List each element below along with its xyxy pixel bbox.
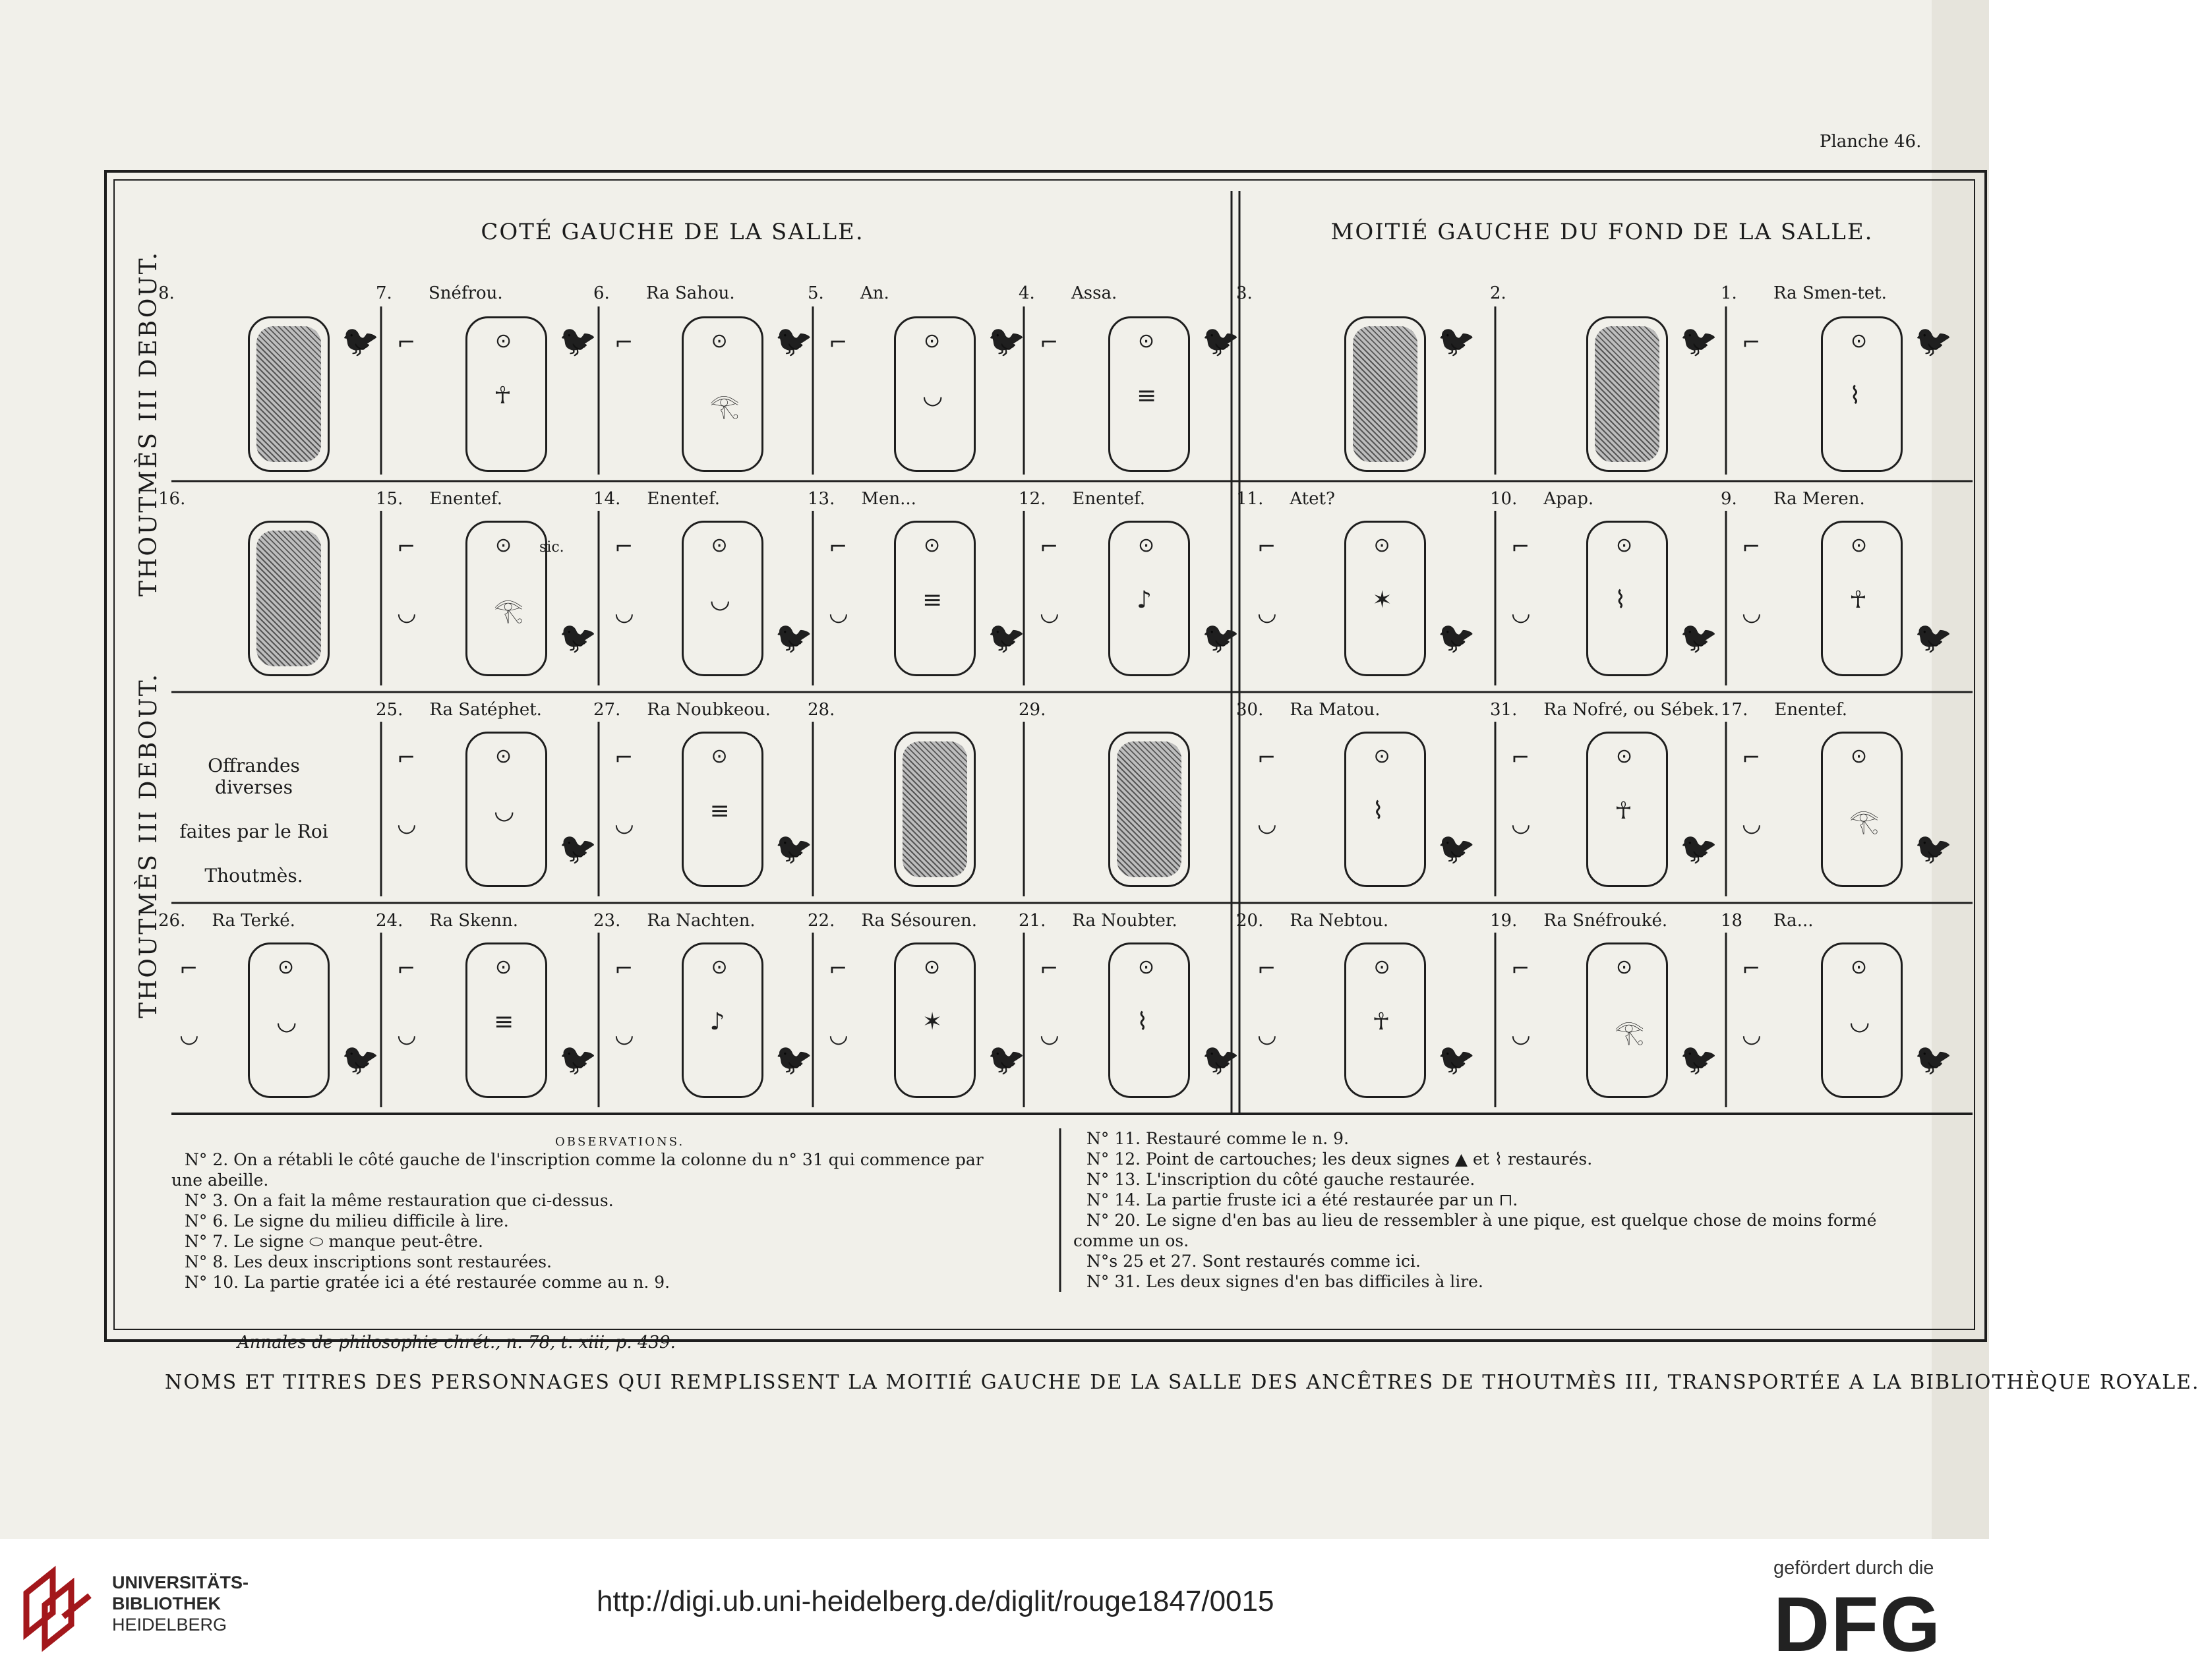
cell-label bbox=[1721, 911, 1813, 931]
cell-number: 19. bbox=[1490, 911, 1518, 931]
hieroglyph-icon: ⌐ bbox=[614, 745, 634, 771]
sun-disc-icon: ⊙ bbox=[1851, 745, 1868, 768]
cartouche-interior bbox=[1117, 741, 1181, 877]
ub-line-2: BIBLIOTHEK bbox=[112, 1594, 221, 1613]
cell-label bbox=[158, 489, 212, 509]
hieroglyph-icon: 𓂀 bbox=[1849, 808, 1879, 835]
cell-name: Ra Snéfrouké. bbox=[1543, 911, 1668, 931]
cell-number: 29. bbox=[1019, 700, 1046, 720]
cell-name: Ra Terké. bbox=[212, 911, 295, 931]
basket-icon: ◡ bbox=[1511, 600, 1531, 626]
cell-label bbox=[1490, 283, 1543, 303]
cell-name: Ra Noubkeou. bbox=[647, 700, 771, 720]
bird-icon: 🐦 bbox=[988, 620, 1026, 655]
cell-name: Ra Smen-tet. bbox=[1773, 283, 1887, 303]
cell-name: Apap. bbox=[1543, 489, 1594, 509]
hieroglyph-icon: ✶ bbox=[1372, 587, 1392, 614]
cell-label bbox=[158, 911, 295, 931]
cell-name: Ra... bbox=[1773, 911, 1814, 931]
hieroglyph-icon: ⌐ bbox=[614, 956, 634, 982]
cell-name: Enentef. bbox=[429, 489, 503, 509]
cell-name: Ra Sésouren. bbox=[861, 911, 978, 931]
sun-disc-icon: ⊙ bbox=[1373, 956, 1390, 979]
plate-title: NOMS ET TITRES DES PERSONNAGES QUI REMPLISSENT LA MOITIÉ GAUCHE DE LA SALLE DES ANCÊTRES DE THOUTMÈS III, TRANSPORTÉE A LA BIBLIOTHÈQUE ROYALE. bbox=[165, 1371, 2200, 1394]
hieroglyph-icon: ⌐ bbox=[1257, 956, 1276, 982]
cell-number: 7. bbox=[376, 283, 392, 303]
hieroglyph-icon: ⌇ bbox=[1372, 797, 1384, 825]
bird-icon: 🐦 bbox=[775, 830, 813, 866]
hieroglyph-icon: ◡ bbox=[1849, 1008, 1870, 1035]
basket-icon: ◡ bbox=[1257, 811, 1277, 837]
cell-name: Enentef. bbox=[647, 489, 721, 509]
hieroglyph-icon: ⌐ bbox=[179, 956, 198, 982]
obs-right-7: N°s 25 et 27. Sont restaurés comme ici. bbox=[1086, 1252, 1421, 1271]
ub-line-1: UNIVERSITÄTS- bbox=[112, 1573, 249, 1592]
cell-label bbox=[376, 911, 518, 931]
cell-name: An. bbox=[860, 283, 889, 303]
cell-label bbox=[808, 283, 889, 303]
bird-icon: 🐦 bbox=[559, 620, 597, 655]
hieroglyph-icon: ⌐ bbox=[1257, 534, 1276, 560]
cartouche-icon bbox=[1108, 732, 1190, 887]
cell-number: 2. bbox=[1490, 283, 1506, 303]
cartouche-interior bbox=[1353, 326, 1417, 462]
cell-label bbox=[1721, 283, 1887, 303]
sun-disc-icon: ⊙ bbox=[1138, 956, 1155, 979]
cell-label bbox=[158, 283, 211, 303]
hieroglyph-icon: ☥ bbox=[494, 382, 512, 409]
cartouche-icon bbox=[894, 732, 976, 887]
cartouche-icon bbox=[1586, 316, 1668, 472]
obs-left-6: N° 8. Les deux inscriptions sont restaurées. bbox=[185, 1252, 552, 1271]
cell-number: 5. bbox=[808, 283, 824, 303]
sun-disc-icon: ⊙ bbox=[924, 956, 941, 979]
cell-label bbox=[593, 700, 771, 720]
cartouche-icon bbox=[248, 521, 330, 676]
bird-icon: 🐦 bbox=[1437, 620, 1475, 655]
basket-icon: ◡ bbox=[397, 1022, 417, 1048]
hieroglyph-icon: ⌐ bbox=[829, 330, 848, 356]
hieroglyph-icon: ◡ bbox=[922, 382, 943, 409]
observations-title: OBSERVATIONS. bbox=[555, 1135, 685, 1149]
basket-icon: ◡ bbox=[614, 811, 634, 837]
basket-icon: ◡ bbox=[1040, 600, 1059, 626]
obs-right-5: N° 20. Le signe d'en bas au lieu de ressembler à une pique, est quelque chose de moins formé bbox=[1086, 1211, 1877, 1230]
cell-label bbox=[1721, 489, 1865, 509]
obs-left-7: N° 10. La partie gratée ici a été restaurée comme au n. 9. bbox=[185, 1273, 670, 1292]
cartouche-interior bbox=[256, 326, 321, 462]
sun-disc-icon: ⊙ bbox=[1138, 534, 1155, 557]
hieroglyph-icon: ⌇ bbox=[1849, 382, 1861, 409]
obs-right-4: N° 14. La partie fruste ici a été restaurée par un ⊓. bbox=[1086, 1190, 1518, 1209]
bird-icon: 🐦 bbox=[1680, 620, 1718, 655]
basket-icon: ◡ bbox=[179, 1022, 199, 1048]
sun-disc-icon: ⊙ bbox=[1616, 534, 1633, 557]
hieroglyph-icon: ⌐ bbox=[397, 330, 416, 356]
bird-icon: 🐦 bbox=[775, 323, 813, 359]
cell-label bbox=[1721, 700, 1847, 720]
hieroglyph-icon: ☥ bbox=[1849, 587, 1867, 614]
bird-icon: 🐦 bbox=[342, 323, 380, 359]
bird-icon: 🐦 bbox=[342, 1041, 380, 1077]
basket-icon: ◡ bbox=[1742, 600, 1762, 626]
bird-icon: 🐦 bbox=[559, 830, 597, 866]
sun-disc-icon: ⊙ bbox=[1373, 745, 1390, 768]
sun-disc-icon: ⊙ bbox=[711, 956, 728, 979]
hieroglyph-icon: ⌐ bbox=[397, 534, 416, 560]
cell-name: Men... bbox=[861, 489, 916, 509]
hieroglyph-icon: ⌐ bbox=[1040, 534, 1059, 560]
sun-disc-icon: ⊙ bbox=[924, 330, 941, 353]
cell-label bbox=[593, 911, 756, 931]
right-section-title: MOITIÉ GAUCHE DU FOND DE LA SALLE. bbox=[1330, 219, 1874, 245]
hieroglyph-icon: ≡ bbox=[709, 797, 730, 825]
sun-disc-icon: ⊙ bbox=[495, 745, 512, 768]
plate-number: Planche 46. bbox=[1820, 132, 1922, 152]
bird-icon: 🐦 bbox=[1915, 620, 1953, 655]
bird-icon: 🐦 bbox=[988, 1041, 1026, 1077]
cell-label bbox=[1019, 700, 1072, 720]
cell-number: 18 bbox=[1721, 911, 1743, 931]
cell-name: Ra Nofré, ou Sébek. bbox=[1543, 700, 1719, 720]
hieroglyph-icon: 𓂀 bbox=[1615, 1019, 1644, 1046]
hieroglyph-icon: ◡ bbox=[494, 797, 515, 825]
basket-icon: ◡ bbox=[1742, 811, 1762, 837]
basket-icon: ◡ bbox=[1257, 600, 1277, 626]
hieroglyph-icon: ⌐ bbox=[1257, 745, 1276, 771]
sun-disc-icon: ⊙ bbox=[711, 534, 728, 557]
side-label-lower: THOUTMÈS III DEBOUT. bbox=[135, 672, 162, 1018]
hieroglyph-icon: 𓂀 bbox=[494, 597, 523, 624]
cell-number: 8. bbox=[158, 283, 175, 303]
cell-name: Snéfrou. bbox=[429, 283, 503, 303]
cartouche-interior bbox=[1595, 326, 1659, 462]
basket-icon: ◡ bbox=[829, 1022, 848, 1048]
cell-label bbox=[376, 283, 503, 303]
hieroglyph-icon: ⌐ bbox=[397, 956, 416, 982]
hieroglyph-icon: ☥ bbox=[1615, 797, 1632, 825]
cell-label bbox=[808, 489, 916, 509]
cell-name: Ra Satéphet. bbox=[429, 700, 542, 720]
cell-number: 24. bbox=[376, 911, 403, 931]
cell-number: 3. bbox=[1236, 283, 1253, 303]
cell-number: 12. bbox=[1019, 489, 1046, 509]
cell-name: Ra Nachten. bbox=[647, 911, 756, 931]
basket-icon: ◡ bbox=[1511, 1022, 1531, 1048]
cell-name: Ra Meren. bbox=[1773, 489, 1865, 509]
sun-disc-icon: ⊙ bbox=[1616, 745, 1633, 768]
hieroglyph-icon: ◡ bbox=[276, 1008, 297, 1035]
basket-icon: ◡ bbox=[397, 811, 417, 837]
cell-number: 11. bbox=[1236, 489, 1264, 509]
bird-icon: 🐦 bbox=[1437, 1041, 1475, 1077]
ub-heidelberg-logo-icon bbox=[21, 1567, 98, 1652]
basket-icon: ◡ bbox=[829, 600, 848, 626]
hieroglyph-icon: ⌐ bbox=[1742, 745, 1761, 771]
bird-icon: 🐦 bbox=[559, 1041, 597, 1077]
obs-left-4: N° 6. Le signe du milieu difficile à lire. bbox=[185, 1211, 509, 1231]
hieroglyph-icon: ≡ bbox=[494, 1008, 514, 1035]
bird-icon: 🐦 bbox=[1680, 1041, 1718, 1077]
sun-disc-icon: ⊙ bbox=[1138, 330, 1155, 353]
cell-label bbox=[1236, 489, 1335, 509]
bird-icon: 🐦 bbox=[559, 323, 597, 359]
obs-right-3: N° 13. L'inscription du côté gauche restaurée. bbox=[1086, 1170, 1475, 1189]
hieroglyph-icon: ⌐ bbox=[1742, 534, 1761, 560]
cell-name: Enentef. bbox=[1774, 700, 1848, 720]
cell-number: 22. bbox=[808, 911, 835, 931]
offrandes-text bbox=[175, 755, 333, 886]
bird-icon: 🐦 bbox=[1202, 620, 1240, 655]
hieroglyph-icon: ⌇ bbox=[1615, 587, 1626, 614]
cell-number: 1. bbox=[1721, 283, 1737, 303]
obs-left-2: une abeille. bbox=[171, 1171, 269, 1190]
obs-right-6: comme un os. bbox=[1073, 1231, 1189, 1250]
basket-icon: ◡ bbox=[1511, 811, 1531, 837]
cell-number: 28. bbox=[808, 700, 835, 720]
bird-icon: 🐦 bbox=[1915, 323, 1953, 359]
hieroglyph-icon: ⌐ bbox=[1742, 330, 1761, 356]
obs-left-3: N° 3. On a fait la même restauration que ci-dessus. bbox=[185, 1191, 614, 1210]
obs-right-2: N° 12. Point de cartouches; les deux signes ▲ et ⌇ restaurés. bbox=[1086, 1149, 1593, 1169]
observations-right bbox=[1073, 1128, 1877, 1292]
ub-heidelberg-name[interactable] bbox=[112, 1572, 249, 1635]
bird-icon: 🐦 bbox=[1915, 1041, 1953, 1077]
sun-disc-icon: ⊙ bbox=[1851, 956, 1868, 979]
bird-icon: 🐦 bbox=[988, 323, 1026, 359]
bird-icon: 🐦 bbox=[1437, 830, 1475, 866]
obs-left-5: N° 7. Le signe ⬭ manque peut-être. bbox=[185, 1232, 483, 1251]
left-section-title: COTÉ GAUCHE DE LA SALLE. bbox=[481, 219, 864, 245]
hieroglyph-icon: ⌐ bbox=[614, 534, 634, 560]
cell-label bbox=[593, 489, 720, 509]
cell-name: Ra Nebtou. bbox=[1290, 911, 1389, 931]
basket-icon: ◡ bbox=[614, 600, 634, 626]
cell-label bbox=[1019, 283, 1117, 303]
permalink-url[interactable]: http://digi.ub.uni-heidelberg.de/diglit/rouge1847/0015 bbox=[597, 1585, 1274, 1617]
ub-line-3: HEIDELBERG bbox=[112, 1615, 227, 1635]
cell-number: 23. bbox=[593, 911, 621, 931]
cell-number: 16. bbox=[158, 489, 186, 509]
bird-icon: 🐦 bbox=[1680, 323, 1718, 359]
source-caption: Annales de philosophie chrét., n. 78, t. xiii, p. 439. bbox=[237, 1333, 676, 1352]
bird-icon: 🐦 bbox=[1202, 1041, 1240, 1077]
funded-by-text: gefördert durch die bbox=[1773, 1557, 1934, 1579]
bird-icon: 🐦 bbox=[775, 620, 813, 655]
bird-icon: 🐦 bbox=[1915, 830, 1953, 866]
sun-disc-icon: ⊙ bbox=[495, 956, 512, 979]
hieroglyph-icon: ◡ bbox=[709, 587, 730, 614]
offrandes-line-2: faites par le Roi bbox=[179, 821, 328, 842]
sun-disc-icon: ⊙ bbox=[711, 330, 728, 353]
cell-name: Atet? bbox=[1290, 489, 1335, 509]
cell-number: 21. bbox=[1019, 911, 1046, 931]
observations-left bbox=[171, 1149, 984, 1292]
hieroglyph-icon: ♪ bbox=[709, 1008, 725, 1035]
cell-number: 13. bbox=[808, 489, 835, 509]
hieroglyph-icon: ☥ bbox=[1372, 1008, 1390, 1035]
cell-label bbox=[1236, 283, 1289, 303]
basket-icon: ◡ bbox=[397, 600, 417, 626]
cell-name: Ra Matou. bbox=[1290, 700, 1381, 720]
cartouche-icon bbox=[1344, 316, 1426, 472]
hieroglyph-icon: ✶ bbox=[922, 1008, 943, 1035]
hieroglyph-icon: ⌐ bbox=[1511, 534, 1530, 560]
hieroglyph-icon: ≡ bbox=[922, 587, 943, 614]
cell-number: 31. bbox=[1490, 700, 1518, 720]
cartouche-interior bbox=[903, 741, 967, 877]
basket-icon: ◡ bbox=[1257, 1022, 1277, 1048]
obs-left-1: N° 2. On a rétabli le côté gauche de l'inscription comme la colonne du n° 31 qui commence par bbox=[185, 1150, 984, 1169]
hieroglyph-icon: ⌐ bbox=[1742, 956, 1761, 982]
hieroglyph-icon: ⌐ bbox=[397, 745, 416, 771]
hieroglyph-icon: ⌐ bbox=[829, 956, 848, 982]
cell-label bbox=[808, 911, 977, 931]
cell-label bbox=[1019, 489, 1145, 509]
bird-icon: 🐦 bbox=[1437, 323, 1475, 359]
hieroglyph-icon: 𓂀 bbox=[709, 393, 740, 420]
obs-right-1: N° 11. Restauré comme le n. 9. bbox=[1086, 1129, 1350, 1148]
cell-name: Ra Skenn. bbox=[429, 911, 519, 931]
cell-label bbox=[1236, 700, 1381, 720]
cell-label bbox=[1236, 911, 1388, 931]
side-label-upper: THOUTMÈS III DEBOUT. bbox=[135, 250, 162, 596]
offrandes-line-1: Offrandes diverses bbox=[208, 755, 300, 798]
dfg-logo[interactable]: DFG bbox=[1773, 1581, 1942, 1668]
cell-label bbox=[376, 700, 542, 720]
hieroglyph-icon: ⌇ bbox=[1137, 1008, 1148, 1035]
sun-disc-icon: ⊙ bbox=[1851, 330, 1868, 353]
sun-disc-icon: ⊙ bbox=[278, 956, 295, 979]
cell-number: 10. bbox=[1490, 489, 1518, 509]
cartouche-icon bbox=[248, 316, 330, 472]
cell-name: Assa. bbox=[1071, 283, 1117, 303]
cell-number: 4. bbox=[1019, 283, 1035, 303]
cell-number: 25. bbox=[376, 700, 403, 720]
hieroglyph-icon: ♪ bbox=[1137, 587, 1152, 614]
basket-icon: ◡ bbox=[1040, 1022, 1059, 1048]
cell-number: 26. bbox=[158, 911, 186, 931]
basket-icon: ◡ bbox=[1742, 1022, 1762, 1048]
cell-number: 6. bbox=[593, 283, 610, 303]
cell-number: 9. bbox=[1721, 489, 1737, 509]
sic-note: sic. bbox=[539, 539, 564, 556]
sun-disc-icon: ⊙ bbox=[1373, 534, 1390, 557]
bird-icon: 🐦 bbox=[1202, 323, 1240, 359]
bird-icon: 🐦 bbox=[1680, 830, 1718, 866]
cell-name: Ra Sahou. bbox=[646, 283, 735, 303]
cell-number: 27. bbox=[593, 700, 621, 720]
cell-number: 15. bbox=[376, 489, 403, 509]
sun-disc-icon: ⊙ bbox=[1616, 956, 1633, 979]
cartouche-interior bbox=[256, 531, 321, 666]
sun-disc-icon: ⊙ bbox=[924, 534, 941, 557]
sun-disc-icon: ⊙ bbox=[495, 534, 512, 557]
cell-name: Enentef. bbox=[1072, 489, 1146, 509]
basket-icon: ◡ bbox=[614, 1022, 634, 1048]
cell-number: 14. bbox=[593, 489, 621, 509]
hieroglyph-icon: ⌐ bbox=[1040, 330, 1059, 356]
hieroglyph-icon: ≡ bbox=[1137, 382, 1157, 409]
cell-number: 20. bbox=[1236, 911, 1264, 931]
sun-disc-icon: ⊙ bbox=[711, 745, 728, 768]
cell-label bbox=[1490, 700, 1719, 720]
cell-label bbox=[1490, 489, 1593, 509]
footer-bar bbox=[0, 1539, 1989, 1680]
hieroglyph-icon: ⌐ bbox=[1040, 956, 1059, 982]
cell-label bbox=[1490, 911, 1667, 931]
hieroglyph-icon: ⌐ bbox=[1511, 956, 1530, 982]
offrandes-line-3: Thoutmès. bbox=[204, 865, 303, 886]
hieroglyph-icon: ⌐ bbox=[829, 534, 848, 560]
bird-icon: 🐦 bbox=[775, 1041, 813, 1077]
hieroglyph-icon: ⌐ bbox=[1511, 745, 1530, 771]
sun-disc-icon: ⊙ bbox=[495, 330, 512, 353]
obs-right-8: N° 31. Les deux signes d'en bas difficiles à lire. bbox=[1086, 1272, 1483, 1291]
cell-name: Ra Noubter. bbox=[1072, 911, 1177, 931]
cell-number: 17. bbox=[1721, 700, 1748, 720]
cell-label bbox=[376, 489, 502, 509]
sun-disc-icon: ⊙ bbox=[1851, 534, 1868, 557]
cell-number: 30. bbox=[1236, 700, 1264, 720]
hieroglyph-icon: ⌐ bbox=[614, 330, 634, 356]
cell-label bbox=[808, 700, 861, 720]
cell-label bbox=[593, 283, 735, 303]
cell-label bbox=[1019, 911, 1177, 931]
